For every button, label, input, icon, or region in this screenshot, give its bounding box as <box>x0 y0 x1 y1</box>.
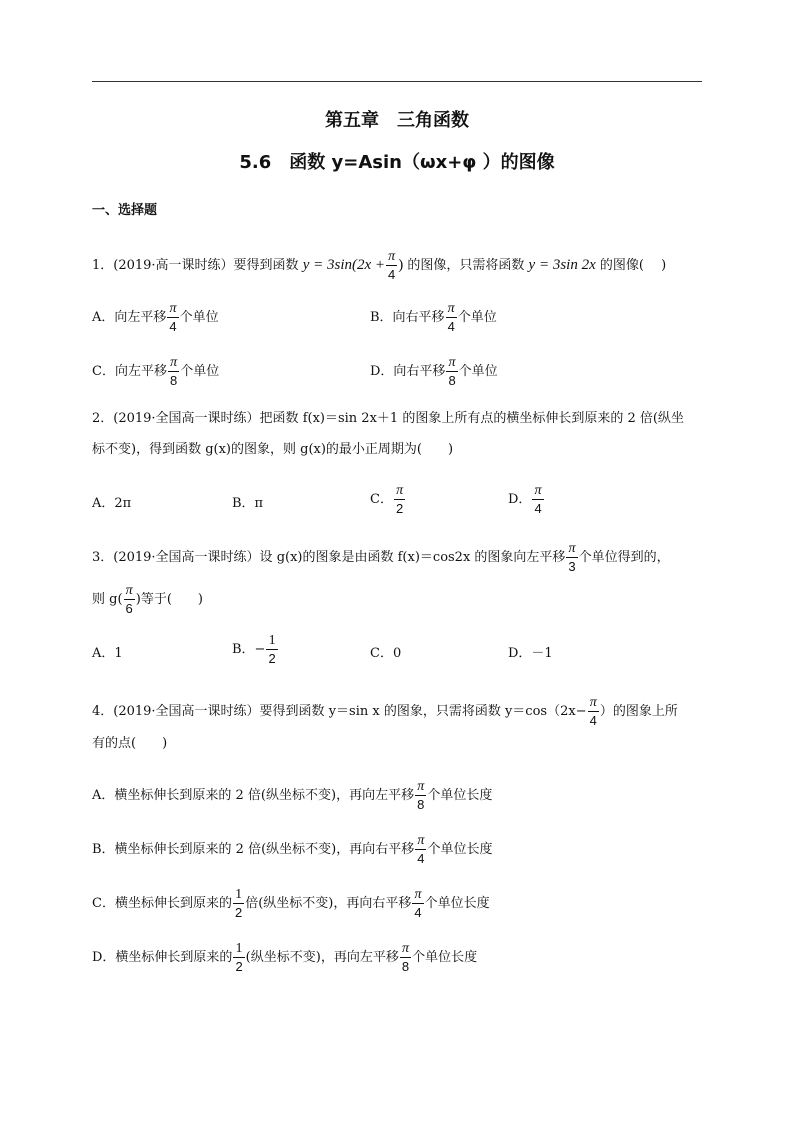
q2-option-d[interactable]: D． $\frac{\pi}{4}$ <box>508 483 542 516</box>
q4-line-2: 有的点( ) <box>92 736 168 751</box>
q3-line-1: 3．(2019·全国高一课时练）设 g(x)的图象是由函数 f(x)＝cos2x 的图象向左平移 $\frac{\pi}{3}$ 个单位得到的， <box>92 541 670 574</box>
q2-option-c[interactable]: C． $\frac{\pi}{2}$ <box>370 483 404 516</box>
q3-option-b[interactable]: B．− $\frac{1}{2}$ <box>232 633 276 666</box>
q1-option-b[interactable]: B．向右平移 $\frac{\pi}{4}$ 个单位 <box>370 301 497 334</box>
q1-expr1: y = 3sin(2x + <box>302 257 386 273</box>
q3-line-2: 则 g( $\frac{\pi}{6}$ )等于( ) <box>92 583 203 616</box>
q1-prefix: 1．(2019·高一课时练）要得到函数 <box>92 258 299 273</box>
q1-suffix: 的图像( ) <box>599 258 667 273</box>
q1-option-c[interactable]: C．向左平移 $\frac{\pi}{8}$ 个单位 <box>92 355 220 388</box>
q1-mid: 的图像，只需将函数 <box>407 258 525 273</box>
question-1: 1．(2019·高一课时练）要得到函数 y = 3sin(2x + $\frac{\pi}{4}$ ) 的图像，只需将函数 y = 3sin 2x 的图像( ) <box>92 249 667 282</box>
q4-option-c[interactable]: C．横坐标伸长到原来的 $\frac{1}{2}$ 倍(纵坐标不变)，再向右平移 $\frac{\pi}{4}$ 个单位长度 <box>92 887 490 920</box>
section-title: 5.6 函数 y=Asin（ωx+φ ）的图像 <box>239 152 555 173</box>
chapter-title: 第五章 三角函数 <box>325 110 469 131</box>
question-type-heading: 一、选择题 <box>92 203 158 218</box>
q2-option-b[interactable]: B．π <box>232 496 264 511</box>
q4-option-b[interactable]: B．横坐标伸长到原来的 2 倍(纵坐标不变)，再向右平移 $\frac{\pi}{4}$ 个单位长度 <box>92 833 493 866</box>
q3-option-a[interactable]: A．1 <box>92 646 123 661</box>
q1-option-d[interactable]: D．向右平移 $\frac{\pi}{8}$ 个单位 <box>370 355 498 388</box>
q4-option-a[interactable]: A．横坐标伸长到原来的 2 倍(纵坐标不变)，再向左平移 $\frac{\pi}{8}$ 个单位长度 <box>92 779 493 812</box>
header-rule <box>92 81 702 82</box>
q4-line-1: 4．(2019·全国高一课时练）要得到函数 y＝sin x 的图象，只需将函数 y＝cos（2x− $\frac{\pi}{4}$ ）的图象上所 <box>92 695 678 728</box>
q3-option-c[interactable]: C．0 <box>370 646 402 661</box>
q2-line-2: 标不变)，得到函数 g(x)的图象，则 g(x)的最小正周期为( ) <box>92 442 454 457</box>
q3-option-d[interactable]: D．－1 <box>508 646 553 661</box>
q2-option-a[interactable]: A．2π <box>92 496 132 511</box>
q1-expr2: y = 3sin 2x <box>528 257 596 273</box>
q2-line-1: 2．(2019·全国高一课时练）把函数 f(x)＝sin 2x＋1 的图象上所有点的横坐标伸长到原来的 2 倍(纵坐 <box>92 411 684 426</box>
q1-option-a[interactable]: A．向左平移 $\frac{\pi}{4}$ 个单位 <box>92 301 219 334</box>
q4-option-d[interactable]: D．横坐标伸长到原来的 $\frac{1}{2}$ (纵坐标不变)，再向左平移 $\frac{\pi}{8}$ 个单位长度 <box>92 941 478 974</box>
q1-expr1-fraction: $\frac{\pi}{4}$ <box>388 249 396 282</box>
